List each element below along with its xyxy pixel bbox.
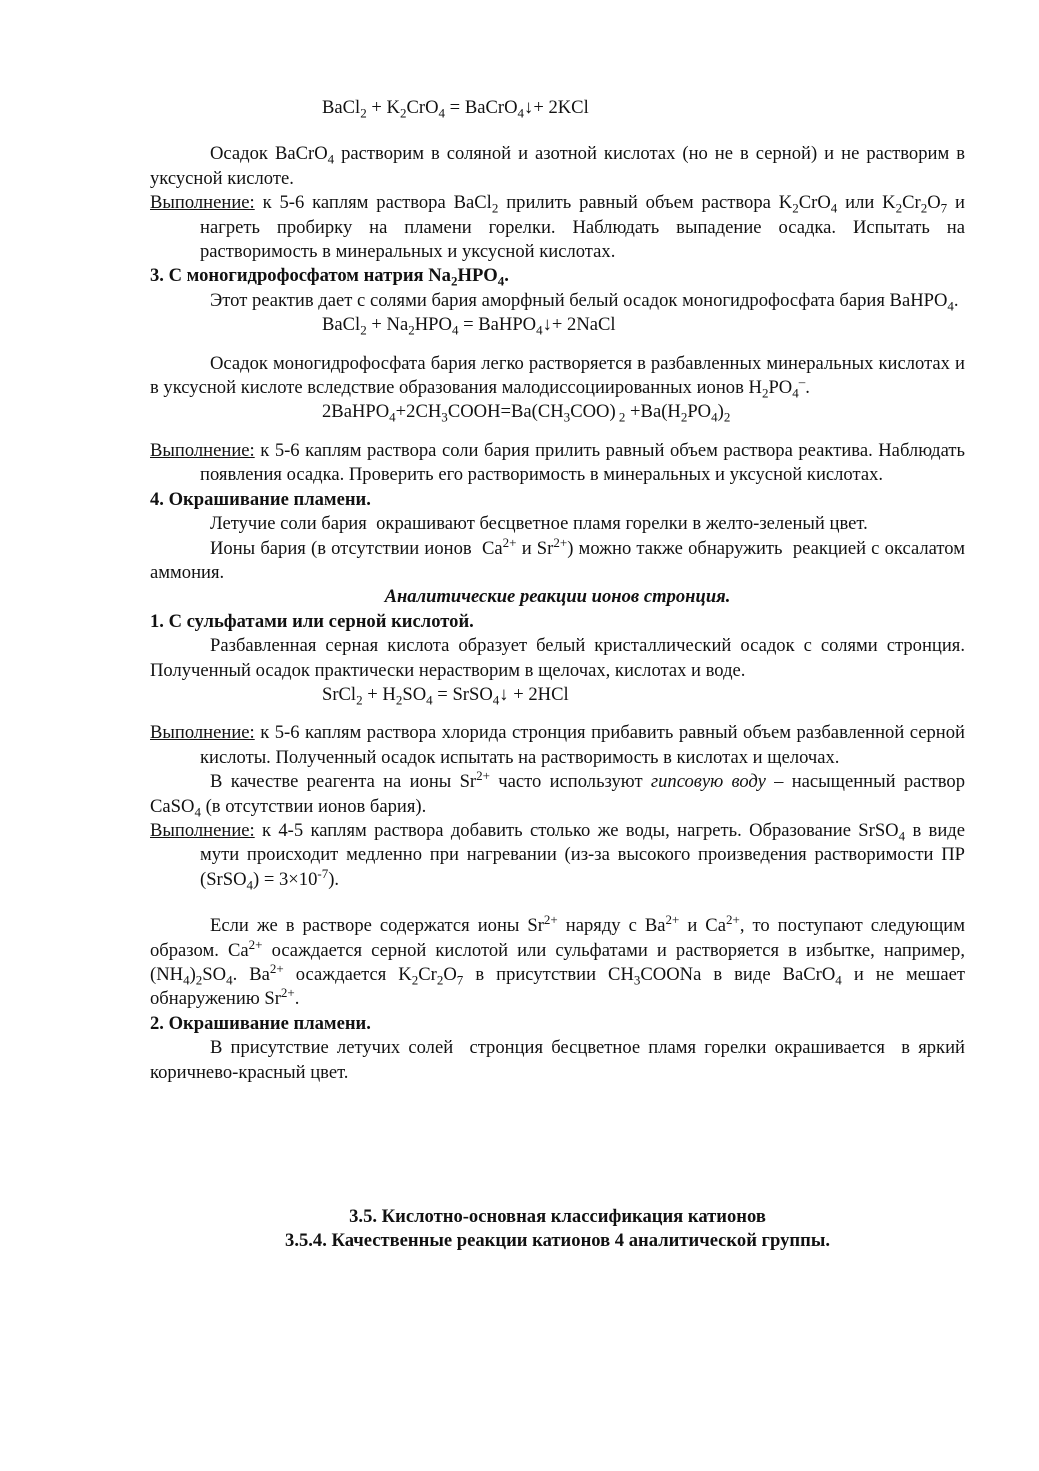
procedure-paragraph: Выполнение: к 5-6 каплям раствора BaCl$_2$ прилить равный объем раствора $K_2CrO_4$ или $K_2Cr_2O_7$ и нагреть пробирку на пламени горелки. Наблюдать выпадение осадка. Испытать на растворимость в минеральных и уксусной кислотах.: [150, 192, 966, 263]
spacer: [150, 338, 965, 352]
paragraph: Осадок BaCrO$_4$ растворим в соляной и азотной кислотах (но не в серной) и не растворим в уксусной кислоте.: [150, 143, 965, 189]
equation: $2BaHPO_4+2CH_3COOH=Ba(CH_3COO)$ $_2 +Ba(H_2PO_4)_2$: [322, 401, 731, 426]
paragraph: Осадок моногидрофосфата бария легко растворяется в разбавленных минеральных кислотах и в уксусной кислоте вследствие образования малодиссоциированных ионов $H_2PO_4^-$.: [150, 352, 965, 401]
procedure-paragraph: Выполнение: к 5-6 каплям раствора соли бария прилить равный объем раствора реактива. Наблюдать появления осадка. Проверить его растворимость в минеральных и уксусной кислотах.: [150, 439, 965, 486]
spacer: [150, 1085, 965, 1205]
equation: SrCl$_2$ + $H_2SO_4$ = SrSO$_4$↓ + 2HCl: [322, 683, 569, 708]
centered-heading: 3.5.4. Качественные реакции катионов 4 аналитической группы.: [285, 1230, 830, 1252]
section-heading: 1. С сульфатами или серной кислотой.: [150, 610, 474, 632]
spacer: [150, 707, 965, 721]
procedure-paragraph: Выполнение: к 4-5 каплям раствора добавить столько же воды, нагреть. Образование SrSO$_4$ в виде мути происходит медленно при нагревании (из-за высокого произведения растворимости ПР (SrSO$_4$) = $3\times 10^{-7}$).: [150, 819, 965, 893]
equation: BaCl$_2$ + $Na_2HPO_4$ = BaHPO$_4$↓+ 2NaCl: [322, 314, 616, 338]
section-heading: 2. Окрашивание пламени.: [150, 1012, 371, 1034]
document-page: [150, 96, 965, 1254]
paragraph: Если же в растворе содержатся ионы $Sr^{2+}$ наряду с $Ba^{2+}$ и $Ca^{2+}$, то поступают следующим образом. $Ca^{2+}$ осаждается серной кислотой или сульфатами и растворяется в избытке, например, $(NH_4)_2SO_4$. $Ba^{2+}$ осаждается $K_2Cr_2O_7$ в присутствии $CH_3COONa$ в виде BaCrO$_4$ и не мешает обнаружению $Sr^{2+}$.: [150, 912, 965, 1010]
spacer: [150, 892, 965, 914]
procedure-paragraph: Выполнение: к 5-6 каплям раствора хлорида стронция прибавить равный объем разбавленной серной кислоты. Полученный осадок испытать на растворимость в кислотах и щелочах.: [150, 722, 965, 768]
equation: BaCl$_2$ + $K_2CrO_4$ = BaCrO$_4$↓+ 2KCl: [322, 97, 589, 121]
spacer: [150, 120, 965, 142]
italic-subheading: Аналитические реакции ионов стронция.: [384, 586, 731, 608]
spacer: [150, 425, 965, 439]
paragraph: В присутствие летучих солей стронция бесцветное пламя горелки окрашивается в яркий коричнево-красный цвет.: [150, 1037, 965, 1083]
section-heading: 3. С моногидрофосфатом натрия $Na_2HPO_4$.: [150, 265, 509, 290]
paragraph: Разбавленная серная кислота образует белый кристаллический осадок с солями стронция. Полученный осадок практически нерастворим в щелочах, кислотах и воде.: [150, 635, 965, 681]
section-heading: 4. Окрашивание пламени.: [150, 488, 371, 510]
paragraph: Летучие соли бария окрашивают бесцветное пламя горелки в желто-зеленый цвет.: [210, 513, 868, 535]
paragraph: В качестве реагента на ионы $Sr^{2+}$ часто используют гипсовую воду – насыщенный раствор CaSO$_4$ (в отсутствии ионов бария).: [150, 767, 966, 820]
paragraph: Ионы бария (в отсутствии ионов $Ca^{2+}$ и $Sr^{2+}$) можно также обнаружить реакцией с оксалатом аммония.: [150, 534, 965, 583]
centered-heading: 3.5. Кислотно-основная классификация катионов: [349, 1206, 766, 1228]
paragraph: Этот реактив дает с солями бария аморфный белый осадок моногидрофосфата бария BaHPO$_4$.: [210, 289, 959, 314]
